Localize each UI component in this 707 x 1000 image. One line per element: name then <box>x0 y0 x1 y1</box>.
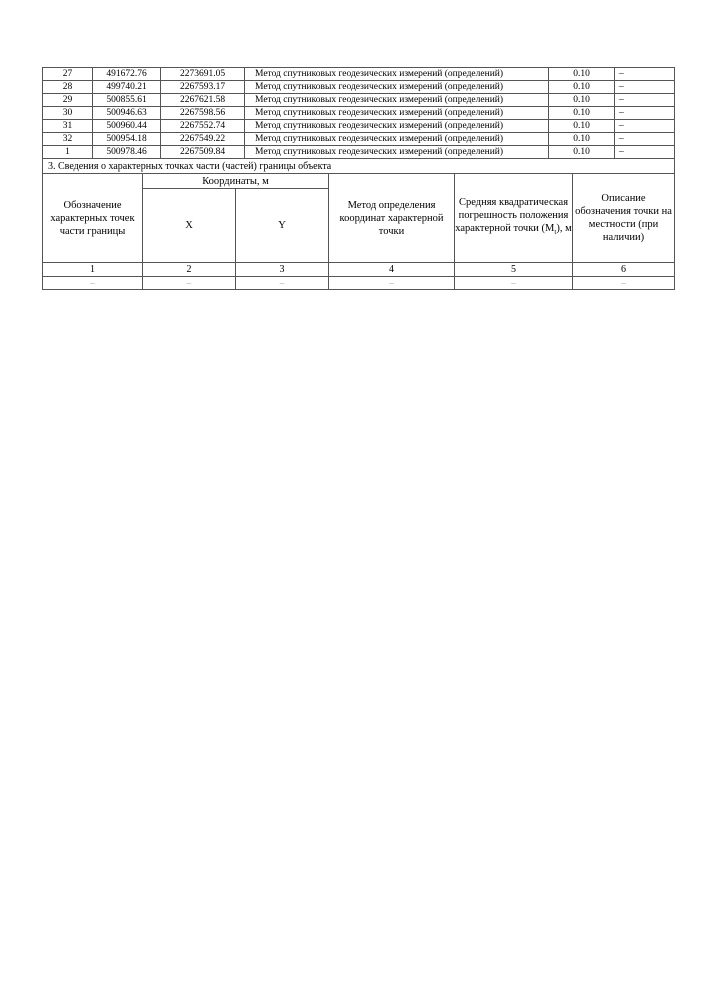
column-number: 4 <box>329 263 455 277</box>
header-description: Описание обозначения точки на местности (при наличии) <box>573 174 675 263</box>
header-designation: Обозначение характерных точек части границы <box>43 174 143 263</box>
header-x: X <box>143 189 236 263</box>
y-coordinate-cell: 2267509.84 <box>161 146 245 159</box>
document-page <box>42 67 674 290</box>
table-row <box>43 81 675 94</box>
table-row <box>43 120 675 133</box>
column-number: 6 <box>573 263 675 277</box>
method-cell: Метод спутниковых геодезических измерений (определений) <box>245 107 549 120</box>
empty-cell: – <box>329 277 455 290</box>
accuracy-cell: 0.10 <box>549 107 615 120</box>
point-number-cell: 28 <box>43 81 93 94</box>
accuracy-cell: 0.10 <box>549 146 615 159</box>
method-cell: Метод спутниковых геодезических измерений (определений) <box>245 133 549 146</box>
table-row <box>43 94 675 107</box>
description-cell: – <box>615 146 675 159</box>
section-title: 3. Сведения о характерных точках части (частей) границы объекта <box>43 159 675 174</box>
accuracy-cell: 0.10 <box>549 133 615 146</box>
empty-data-row <box>43 277 675 290</box>
description-cell: – <box>615 120 675 133</box>
y-coordinate-cell: 2267621.58 <box>161 94 245 107</box>
y-coordinate-cell: 2267598.56 <box>161 107 245 120</box>
header-accuracy-unit: ), м <box>556 223 572 235</box>
empty-cell: – <box>455 277 573 290</box>
table-row <box>43 146 675 159</box>
header-method: Метод определения координат характерной точки <box>329 174 455 263</box>
method-cell: Метод спутниковых геодезических измерений (определений) <box>245 94 549 107</box>
method-cell: Метод спутниковых геодезических измерений (определений) <box>245 81 549 94</box>
y-coordinate-cell: 2273691.05 <box>161 68 245 81</box>
column-number: 2 <box>143 263 236 277</box>
x-coordinate-cell: 500978.46 <box>93 146 161 159</box>
x-coordinate-cell: 491672.76 <box>93 68 161 81</box>
table-row <box>43 107 675 120</box>
description-cell: – <box>615 68 675 81</box>
accuracy-cell: 0.10 <box>549 94 615 107</box>
method-cell: Метод спутниковых геодезических измерений (определений) <box>245 120 549 133</box>
y-coordinate-cell: 2267549.22 <box>161 133 245 146</box>
description-cell: – <box>615 94 675 107</box>
empty-cell: – <box>236 277 329 290</box>
x-coordinate-cell: 500954.18 <box>93 133 161 146</box>
part-boundary-points-table <box>42 158 675 290</box>
header-accuracy-subscript: t <box>554 228 557 237</box>
point-number-cell: 31 <box>43 120 93 133</box>
accuracy-cell: 0.10 <box>549 68 615 81</box>
description-cell: – <box>615 107 675 120</box>
method-cell: Метод спутниковых геодезических измерений (определений) <box>245 146 549 159</box>
column-number: 1 <box>43 263 143 277</box>
table-row <box>43 133 675 146</box>
header-accuracy <box>455 174 573 263</box>
empty-cell: – <box>573 277 675 290</box>
header-accuracy-text: Средняя квадратическая погрешность положения характерной точки (M <box>455 197 569 235</box>
x-coordinate-cell: 500960.44 <box>93 120 161 133</box>
column-number: 5 <box>455 263 573 277</box>
y-coordinate-cell: 2267593.17 <box>161 81 245 94</box>
characteristic-points-table <box>42 67 675 159</box>
x-coordinate-cell: 499740.21 <box>93 81 161 94</box>
point-number-cell: 30 <box>43 107 93 120</box>
description-cell: – <box>615 81 675 94</box>
header-coordinates: Координаты, м <box>143 174 329 189</box>
column-number: 3 <box>236 263 329 277</box>
column-numbers-row <box>43 263 675 277</box>
point-number-cell: 27 <box>43 68 93 81</box>
point-number-cell: 29 <box>43 94 93 107</box>
y-coordinate-cell: 2267552.74 <box>161 120 245 133</box>
table-row <box>43 68 675 81</box>
accuracy-cell: 0.10 <box>549 120 615 133</box>
accuracy-cell: 0.10 <box>549 81 615 94</box>
point-number-cell: 32 <box>43 133 93 146</box>
description-cell: – <box>615 133 675 146</box>
empty-cell: – <box>143 277 236 290</box>
header-y: Y <box>236 189 329 263</box>
method-cell: Метод спутниковых геодезических измерений (определений) <box>245 68 549 81</box>
x-coordinate-cell: 500855.61 <box>93 94 161 107</box>
x-coordinate-cell: 500946.63 <box>93 107 161 120</box>
point-number-cell: 1 <box>43 146 93 159</box>
empty-cell: – <box>43 277 143 290</box>
